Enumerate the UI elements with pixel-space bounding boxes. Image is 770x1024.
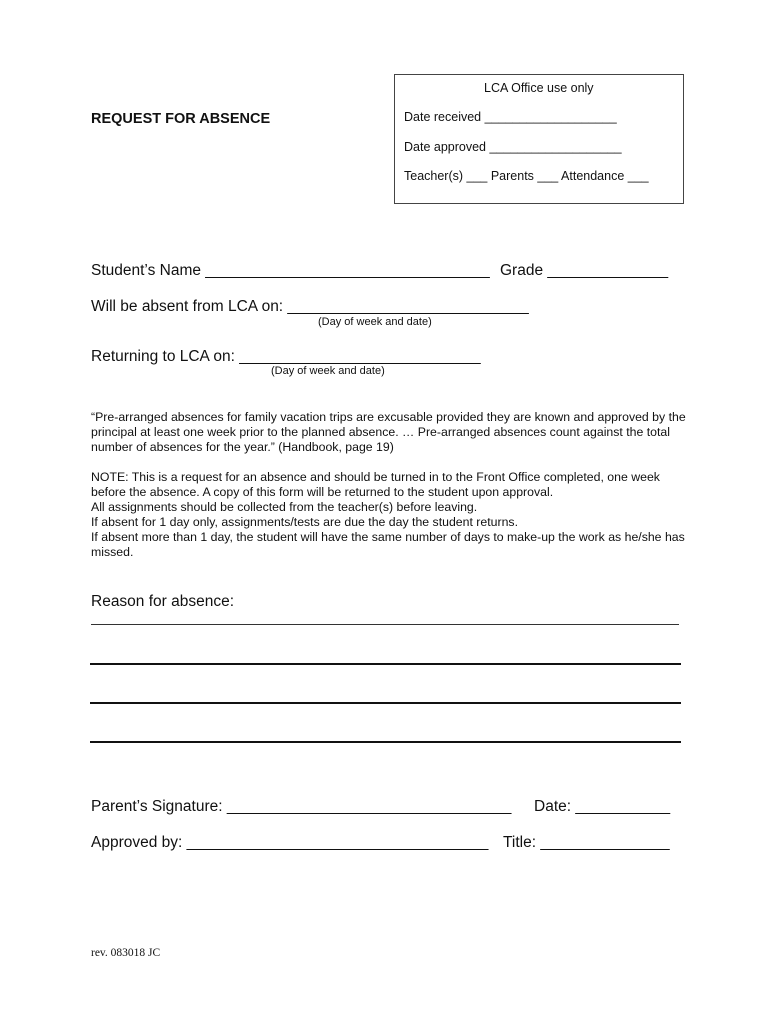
approver-title-field[interactable]: Title: _______________ — [503, 834, 670, 851]
office-use-heading: LCA Office use only — [484, 81, 594, 95]
absent-from-field[interactable]: Will be absent from LCA on: ____________________________ — [91, 298, 529, 315]
date-approved-field[interactable]: Date approved ___________________ — [404, 140, 622, 154]
note-line: If absent more than 1 day, the student will have the same number of days to make-up the work as he/she has missed. — [91, 530, 685, 559]
note-line: If absent for 1 day only, assignments/tests are due the day the student returns. — [91, 515, 518, 529]
office-use-box — [394, 74, 684, 204]
reason-line-1[interactable] — [91, 624, 679, 625]
grade-field[interactable]: Grade ______________ — [500, 262, 669, 279]
note-block — [91, 470, 691, 560]
approval-checks[interactable]: Teacher(s) ___ Parents ___ Attendance ___ — [404, 169, 649, 183]
revision-footer: rev. 083018 JC — [91, 947, 161, 959]
date-received-field[interactable]: Date received ___________________ — [404, 110, 617, 124]
absent-from-hint: (Day of week and date) — [318, 316, 432, 328]
returning-hint: (Day of week and date) — [271, 365, 385, 377]
note-line: NOTE: This is a request for an absence and should be turned in to the Front Office completed, one week before the absence. A copy of this form will be returned to the student upon approval. — [91, 470, 660, 499]
reason-line-2[interactable] — [90, 663, 681, 665]
note-line: All assignments should be collected from the teacher(s) before leaving. — [91, 500, 478, 514]
student-name-field[interactable]: Student’s Name _________________________________ — [91, 262, 490, 279]
policy-quote: “Pre-arranged absences for family vacation trips are excusable provided they are known and approved by the principal at least one week prior to the planned absence. … Pre-arranged absences count against the total number of absences for the year.” (Handbook, page 19) — [91, 410, 686, 454]
returning-field[interactable]: Returning to LCA on: ____________________________ — [91, 348, 481, 365]
parent-signature-field[interactable]: Parent’s Signature: _________________________________ — [91, 798, 512, 815]
reason-line-4[interactable] — [90, 741, 681, 743]
form-title: REQUEST FOR ABSENCE — [91, 111, 271, 127]
signature-date-field[interactable]: Date: ___________ — [534, 798, 671, 815]
approved-by-field[interactable]: Approved by: ___________________________________ — [91, 834, 489, 851]
reason-line-3[interactable] — [90, 702, 681, 704]
reason-label: Reason for absence: — [91, 593, 235, 610]
